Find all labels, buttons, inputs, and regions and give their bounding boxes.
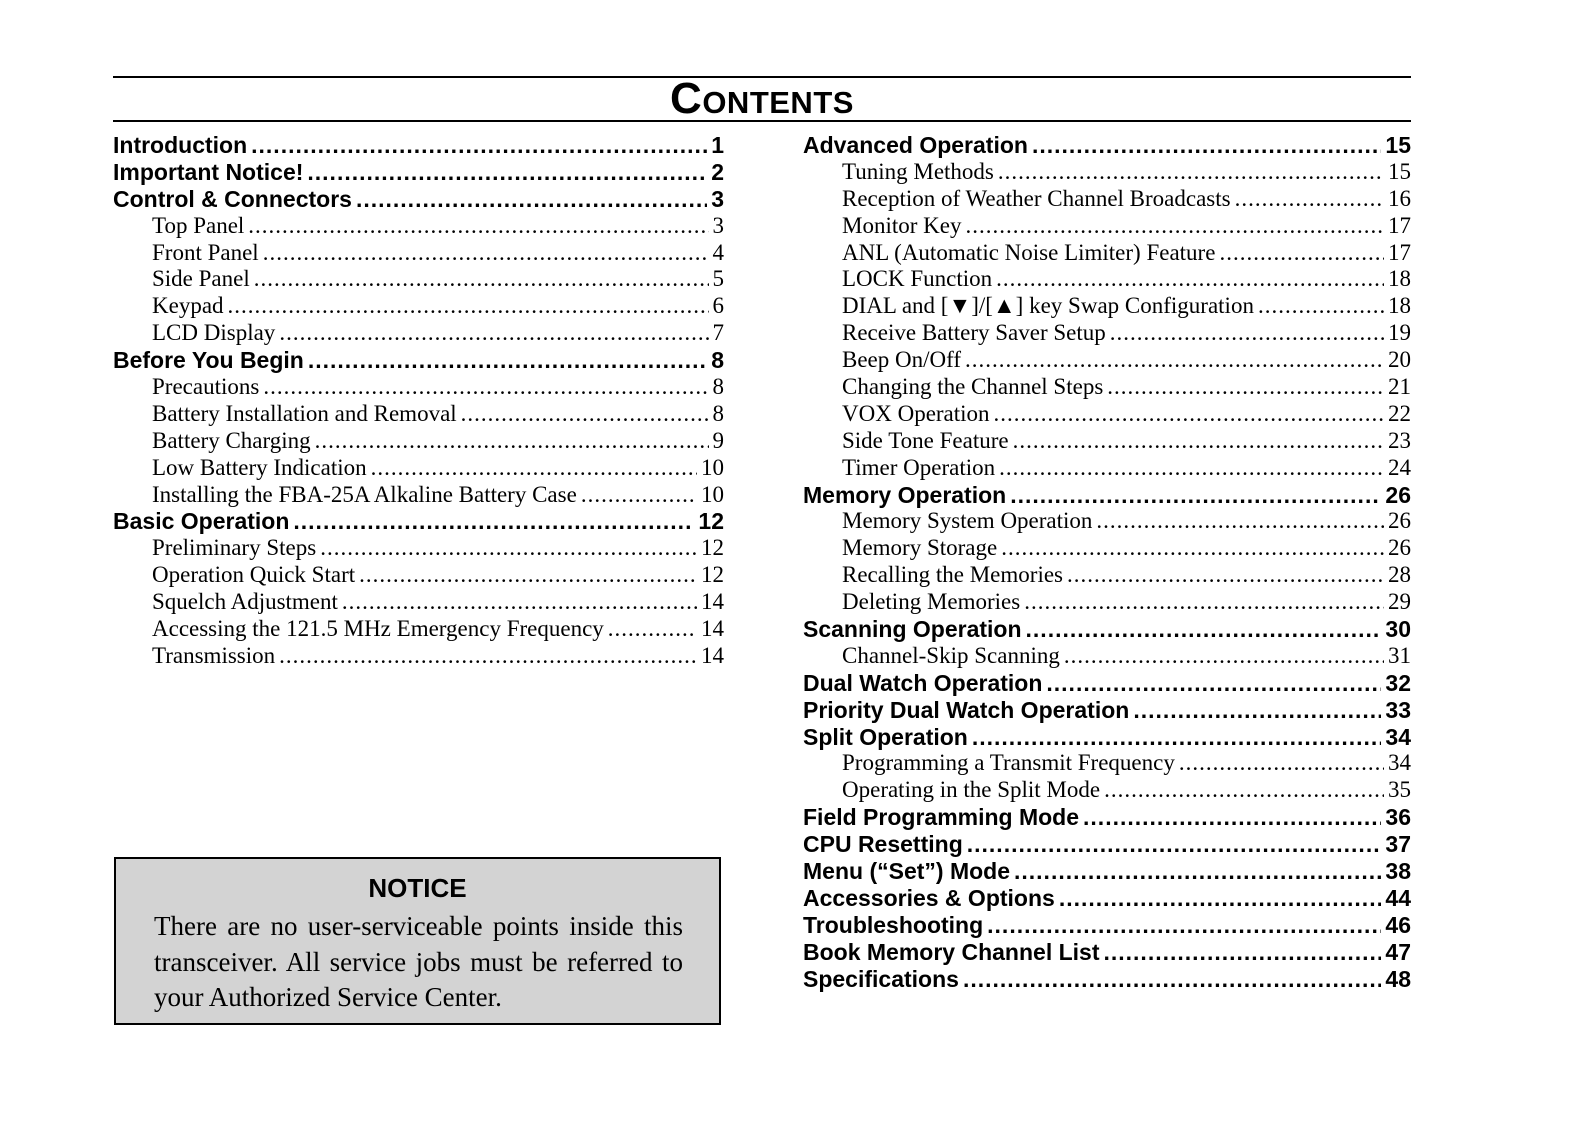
- toc-entry[interactable]: [113, 186, 724, 213]
- dot-leader: [1059, 885, 1382, 912]
- dot-leader: [356, 186, 707, 213]
- dot-leader: [1096, 508, 1384, 534]
- toc-entry-page-number: 7: [712, 320, 724, 346]
- toc-entry[interactable]: [803, 374, 1411, 401]
- toc-entry-page-number: 18: [1388, 293, 1411, 319]
- toc-entry-label: Operating in the Split Mode: [842, 777, 1101, 803]
- toc-entry-label: Dual Watch Operation: [803, 669, 1043, 696]
- toc-entry-label: LOCK Function: [842, 266, 993, 292]
- toc-entry[interactable]: [113, 347, 724, 374]
- toc-entry-label: VOX Operation: [842, 400, 990, 426]
- toc-entry-page-number: 29: [1388, 589, 1411, 615]
- toc-entry-label: Field Programming Mode: [803, 804, 1080, 831]
- toc-entry-label: Side Tone Feature: [842, 427, 1009, 453]
- toc-entry-label: Preliminary Steps: [152, 535, 317, 561]
- toc-entry-label: Reception of Weather Channel Broadcasts: [842, 185, 1231, 211]
- dot-leader: [1219, 240, 1384, 266]
- dot-leader: [279, 643, 697, 669]
- toc-entry-page-number: 24: [1388, 454, 1411, 480]
- toc-entry[interactable]: [803, 428, 1411, 455]
- dot-leader: [228, 293, 709, 319]
- toc-entry-label: CPU Resetting: [803, 831, 963, 858]
- toc-entry-page-number: 8: [712, 374, 724, 400]
- toc-right-column: [803, 132, 1411, 993]
- toc-entry[interactable]: [803, 831, 1411, 858]
- dot-leader: [320, 535, 697, 561]
- toc-left-column: [113, 132, 724, 670]
- title-underline-rule: [113, 120, 1411, 122]
- toc-entry-page-number: 14: [701, 589, 724, 615]
- dot-leader: [251, 132, 707, 159]
- toc-entry[interactable]: [113, 374, 724, 401]
- toc-entry[interactable]: [113, 240, 724, 267]
- dot-leader: [1133, 697, 1381, 724]
- toc-entry-page-number: 3: [712, 212, 724, 238]
- toc-entry-page-number: 47: [1385, 938, 1411, 965]
- dot-leader: [248, 213, 708, 239]
- toc-entry-label: Specifications: [803, 965, 959, 992]
- toc-entry-page-number: 9: [712, 427, 724, 453]
- toc-entry-page-number: 12: [701, 535, 724, 561]
- dot-leader: [1235, 186, 1384, 212]
- toc-entry-label: Memory Storage: [842, 535, 998, 561]
- toc-entry[interactable]: [803, 320, 1411, 347]
- toc-entry-label: Front Panel: [152, 239, 259, 265]
- toc-entry[interactable]: [803, 643, 1411, 670]
- dot-leader: [461, 401, 709, 427]
- toc-entry-page-number: 10: [701, 481, 724, 507]
- toc-entry-label: Split Operation: [803, 723, 968, 750]
- toc-entry-label: LCD Display: [152, 320, 276, 346]
- dot-leader: [998, 159, 1384, 185]
- dot-leader: [965, 347, 1384, 373]
- dot-leader: [1024, 589, 1384, 615]
- toc-entry-page-number: 34: [1385, 723, 1411, 750]
- dot-leader: [307, 159, 707, 186]
- notice-body: There are no user-serviceable points inside this transceiver. All service jobs must be referred to your Authorized Service Center.: [154, 911, 683, 1012]
- toc-entry-label: Squelch Adjustment: [152, 589, 338, 615]
- toc-entry-page-number: 37: [1385, 831, 1411, 858]
- toc-entry[interactable]: [803, 159, 1411, 186]
- toc-entry-page-number: 35: [1388, 777, 1411, 803]
- toc-entry-page-number: 8: [712, 400, 724, 426]
- dot-leader: [999, 455, 1384, 481]
- toc-entry[interactable]: [113, 562, 724, 589]
- toc-entry[interactable]: [113, 455, 724, 482]
- toc-entry[interactable]: [113, 293, 724, 320]
- dot-leader: [1104, 777, 1384, 803]
- toc-entry[interactable]: [803, 966, 1411, 993]
- toc-entry-label: Monitor Key: [842, 212, 962, 238]
- toc-entry-page-number: 31: [1388, 642, 1411, 668]
- toc-entry[interactable]: [803, 508, 1411, 535]
- toc-entry-page-number: 17: [1388, 212, 1411, 238]
- dot-leader: [963, 966, 1381, 993]
- toc-entry[interactable]: [803, 885, 1411, 912]
- toc-entry-page-number: 32: [1385, 669, 1411, 696]
- toc-entry-label: Before You Begin: [113, 347, 304, 374]
- toc-entry-page-number: 26: [1388, 508, 1411, 534]
- toc-entry[interactable]: [803, 750, 1411, 777]
- toc-entry[interactable]: [803, 858, 1411, 885]
- dot-leader: [987, 912, 1381, 939]
- toc-entry-page-number: 6: [712, 293, 724, 319]
- toc-entry-label: Memory System Operation: [842, 508, 1093, 534]
- toc-entry-page-number: 5: [712, 266, 724, 292]
- toc-entry[interactable]: [803, 535, 1411, 562]
- toc-entry-page-number: 14: [701, 616, 724, 642]
- toc-entry[interactable]: [113, 213, 724, 240]
- toc-entry[interactable]: [113, 320, 724, 347]
- dot-leader: [1103, 939, 1381, 966]
- toc-entry[interactable]: [803, 912, 1411, 939]
- toc-entry-label: Recalling the Memories: [842, 562, 1063, 588]
- toc-entry-label: Basic Operation: [113, 508, 290, 535]
- toc-entry-page-number: 46: [1385, 911, 1411, 938]
- toc-entry[interactable]: [803, 724, 1411, 751]
- toc-entry-label: Transmission: [152, 642, 276, 668]
- toc-entry[interactable]: [113, 616, 724, 643]
- toc-entry-label: Memory Operation: [803, 481, 1007, 508]
- toc-entry[interactable]: [803, 804, 1411, 831]
- dot-leader: [1107, 374, 1384, 400]
- toc-entry[interactable]: [803, 213, 1411, 240]
- toc-entry[interactable]: [803, 266, 1411, 293]
- toc-entry-page-number: 4: [712, 239, 724, 265]
- toc-entry-label: Keypad: [152, 293, 224, 319]
- toc-entry-label: Book Memory Channel List: [803, 938, 1100, 965]
- dot-leader: [1179, 750, 1384, 776]
- dot-leader: [972, 724, 1382, 751]
- toc-entry[interactable]: [803, 132, 1411, 159]
- toc-entry[interactable]: [803, 670, 1411, 697]
- toc-entry-label: Side Panel: [152, 266, 250, 292]
- toc-entry[interactable]: [113, 401, 724, 428]
- toc-entry[interactable]: [113, 535, 724, 562]
- dot-leader: [342, 589, 697, 615]
- toc-entry[interactable]: [803, 589, 1411, 616]
- toc-entry-page-number: 44: [1385, 884, 1411, 911]
- toc-entry[interactable]: [113, 132, 724, 159]
- toc-entry-page-number: 15: [1385, 132, 1411, 158]
- toc-entry-label: Programming a Transmit Frequency: [842, 750, 1175, 776]
- toc-entry[interactable]: [803, 777, 1411, 804]
- toc-entry-label: Accessing the 121.5 MHz Emergency Frequency: [152, 616, 604, 642]
- toc-entry[interactable]: [113, 508, 724, 535]
- toc-entry[interactable]: [803, 939, 1411, 966]
- toc-entry-label: Receive Battery Saver Setup: [842, 320, 1106, 346]
- toc-entry[interactable]: [113, 482, 724, 509]
- dot-leader: [1013, 428, 1384, 454]
- toc-entry-page-number: 21: [1388, 374, 1411, 400]
- toc-entry-label: Beep On/Off: [842, 347, 962, 373]
- toc-entry-label: Timer Operation: [842, 454, 996, 480]
- toc-entry-page-number: 12: [698, 508, 724, 535]
- toc-entry-page-number: 30: [1385, 616, 1411, 643]
- toc-entry[interactable]: [803, 697, 1411, 724]
- toc-entry-label: Introduction: [113, 132, 248, 158]
- page-title: Contents: [670, 74, 854, 123]
- toc-entry-label: Important Notice!: [113, 158, 304, 185]
- toc-entry-label: Menu (“Set”) Mode: [803, 858, 1010, 885]
- dot-leader: [1014, 858, 1381, 885]
- dot-leader: [254, 266, 709, 292]
- dot-leader: [1067, 562, 1384, 588]
- toc-entry[interactable]: [803, 562, 1411, 589]
- dot-leader: [315, 428, 709, 454]
- toc-entry-page-number: 23: [1388, 427, 1411, 453]
- toc-entry[interactable]: [803, 293, 1411, 320]
- toc-entry-label: Operation Quick Start: [152, 562, 356, 588]
- toc-entry-label: Top Panel: [152, 212, 245, 238]
- toc-entry-label: Scanning Operation: [803, 616, 1022, 643]
- dot-leader: [308, 347, 707, 374]
- dot-leader: [1046, 670, 1381, 697]
- dot-leader: [967, 831, 1382, 858]
- notice-title: NOTICE: [368, 873, 467, 903]
- toc-entry-label: Channel-Skip Scanning: [842, 642, 1060, 668]
- toc-entry-label: Precautions: [152, 374, 260, 400]
- toc-entry-label: Battery Installation and Removal: [152, 400, 457, 426]
- dot-leader: [279, 320, 708, 346]
- dot-leader: [965, 213, 1384, 239]
- dot-leader: [263, 374, 708, 400]
- toc-entry-label: Advanced Operation: [803, 132, 1028, 158]
- dot-leader: [608, 616, 697, 642]
- toc-entry-label: Accessories & Options: [803, 884, 1055, 911]
- toc-entry-page-number: 19: [1388, 320, 1411, 346]
- dot-leader: [994, 401, 1384, 427]
- toc-entry-page-number: 48: [1385, 965, 1411, 992]
- toc-entry-page-number: 10: [701, 454, 724, 480]
- dot-leader: [996, 266, 1384, 292]
- toc-entry-page-number: 2: [711, 158, 724, 185]
- toc-entry[interactable]: [113, 428, 724, 455]
- toc-entry-page-number: 38: [1385, 858, 1411, 885]
- toc-entry-page-number: 26: [1388, 535, 1411, 561]
- toc-entry-label: Low Battery Indication: [152, 454, 367, 480]
- toc-entry-label: ANL (Automatic Noise Limiter) Feature: [842, 239, 1216, 265]
- toc-entry-label: Deleting Memories: [842, 589, 1021, 615]
- toc-entry-page-number: 18: [1388, 266, 1411, 292]
- toc-entry-page-number: 36: [1385, 804, 1411, 831]
- dot-leader: [1001, 535, 1384, 561]
- toc-entry-label: Battery Charging: [152, 427, 311, 453]
- toc-entry[interactable]: [113, 159, 724, 186]
- toc-entry-page-number: 26: [1385, 481, 1411, 508]
- toc-entry[interactable]: [803, 455, 1411, 482]
- dot-leader: [1026, 616, 1382, 643]
- dot-leader: [581, 482, 697, 508]
- toc-entry[interactable]: [803, 616, 1411, 643]
- toc-entry-page-number: 22: [1388, 400, 1411, 426]
- dot-leader: [1083, 804, 1381, 831]
- toc-entry-page-number: 17: [1388, 239, 1411, 265]
- dot-leader: [293, 508, 694, 535]
- toc-entry-page-number: 15: [1388, 158, 1411, 184]
- toc-entry-label: Control & Connectors: [113, 185, 352, 212]
- toc-entry-page-number: 34: [1388, 750, 1411, 776]
- toc-entry-label: DIAL and [▼]/[▲] key Swap Configuration: [842, 293, 1254, 319]
- toc-entry-label: Changing the Channel Steps: [842, 374, 1104, 400]
- toc-entry[interactable]: [113, 266, 724, 293]
- toc-entry[interactable]: [113, 643, 724, 670]
- toc-entry-label: Priority Dual Watch Operation: [803, 696, 1130, 723]
- toc-entry-label: Installing the FBA-25A Alkaline Battery Case: [152, 481, 577, 507]
- toc-entry-page-number: 20: [1388, 347, 1411, 373]
- notice-box: [114, 857, 721, 1025]
- dot-leader: [359, 562, 697, 588]
- dot-leader: [1010, 482, 1381, 509]
- toc-entry-page-number: 3: [711, 185, 724, 212]
- toc-entry-page-number: 33: [1385, 696, 1411, 723]
- dot-leader: [1064, 643, 1384, 669]
- toc-entry[interactable]: [803, 240, 1411, 267]
- toc-entry[interactable]: [803, 482, 1411, 509]
- dot-leader: [1110, 320, 1384, 346]
- toc-entry[interactable]: [113, 589, 724, 616]
- toc-entry-label: Tuning Methods: [842, 158, 994, 184]
- toc-entry-page-number: 12: [701, 562, 724, 588]
- dot-leader: [263, 240, 709, 266]
- toc-entry[interactable]: [803, 401, 1411, 428]
- toc-entry-page-number: 1: [711, 132, 724, 158]
- dot-leader: [1032, 132, 1381, 159]
- dot-leader: [1258, 293, 1384, 319]
- toc-entry[interactable]: [803, 347, 1411, 374]
- toc-entry[interactable]: [803, 186, 1411, 213]
- toc-entry-page-number: 8: [711, 347, 724, 374]
- dot-leader: [371, 455, 697, 481]
- toc-entry-page-number: 28: [1388, 562, 1411, 588]
- toc-entry-page-number: 14: [701, 642, 724, 668]
- toc-entry-label: Troubleshooting: [803, 911, 984, 938]
- toc-entry-page-number: 16: [1388, 185, 1411, 211]
